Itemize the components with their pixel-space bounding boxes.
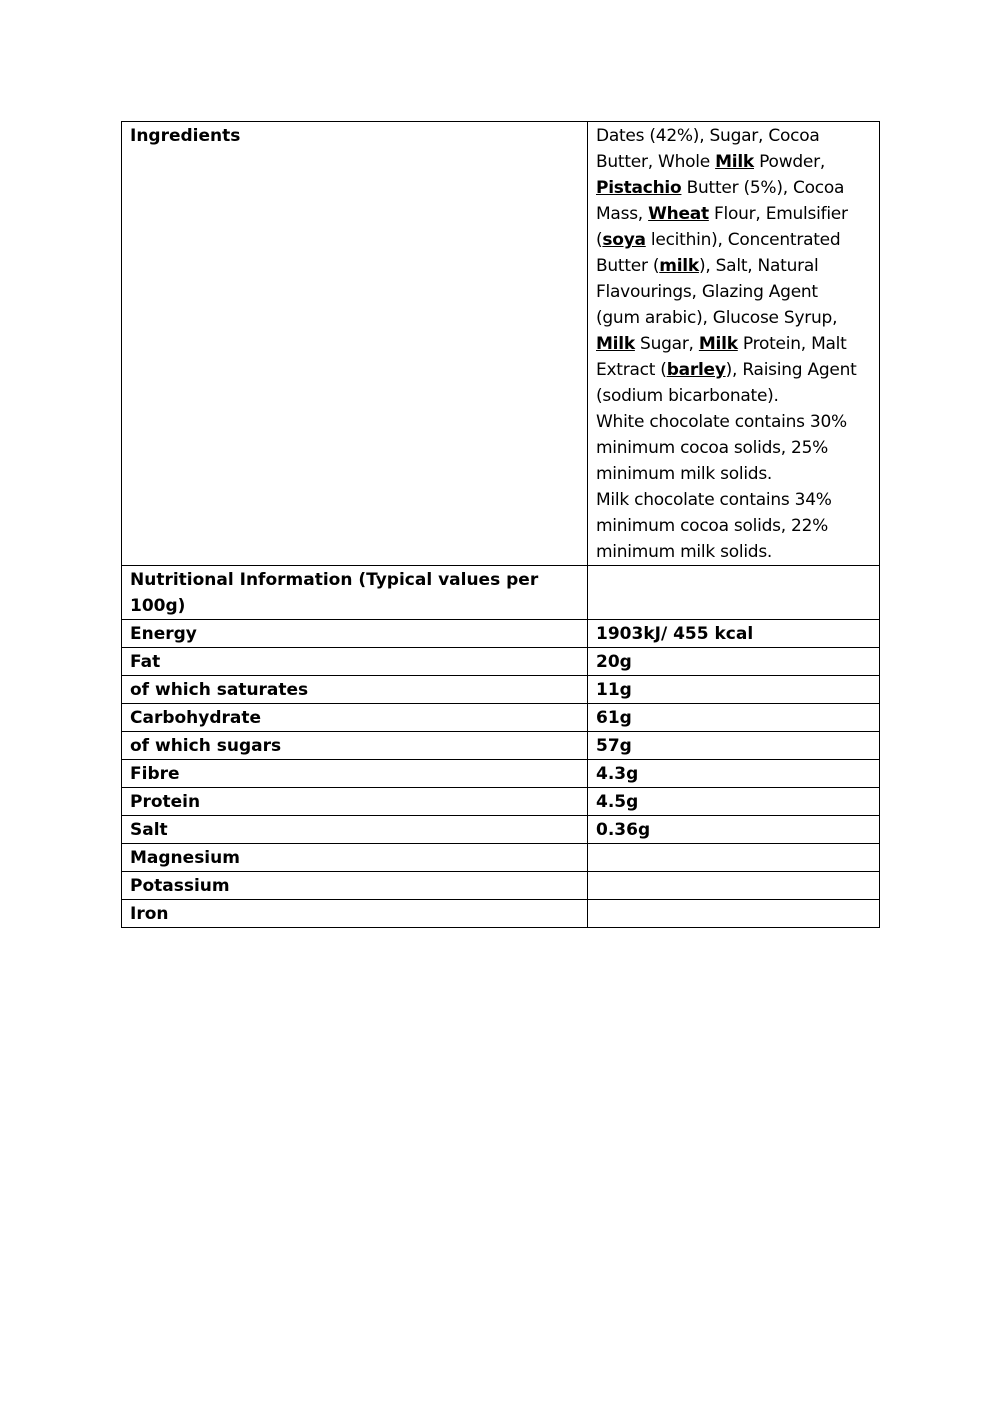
- nutrition-header: Nutritional Information (Typical values per 100g): [122, 566, 588, 620]
- ingredients-line: [596, 123, 871, 149]
- ingredients-row: [122, 122, 880, 566]
- ingredients-line: [596, 461, 871, 487]
- nutrient-name: Protein: [122, 788, 588, 816]
- ingredients-line: [596, 279, 871, 305]
- nutrition-row: [122, 620, 880, 648]
- nutrition-row: [122, 760, 880, 788]
- ingredients-segment: minimum cocoa solids, 22%: [596, 516, 829, 536]
- ingredients-segment: (gum arabic), Glucose Syrup,: [596, 308, 838, 328]
- nutrient-value: 4.3g: [588, 760, 880, 788]
- ingredients-line: [596, 227, 871, 253]
- allergen-text: barley: [666, 360, 726, 380]
- ingredients-segment: (sodium bicarbonate).: [596, 386, 779, 406]
- nutrient-name: Fibre: [122, 760, 588, 788]
- nutrition-row: [122, 676, 880, 704]
- ingredients-segment: Butter (5%), Cocoa: [681, 178, 845, 198]
- ingredients-segment: Butter (: [596, 256, 660, 276]
- ingredients-segment: Butter, Whole: [596, 152, 716, 172]
- ingredients-line: [596, 539, 871, 565]
- ingredients-segment: (: [596, 230, 603, 250]
- nutrient-name: Carbohydrate: [122, 704, 588, 732]
- ingredients-segment: ), Salt, Natural: [698, 256, 819, 276]
- ingredients-segment: Milk chocolate contains 34%: [596, 490, 832, 510]
- ingredients-segment: ), Raising Agent: [725, 360, 857, 380]
- allergen-text: milk: [659, 256, 699, 276]
- ingredients-segment: Flour, Emulsifier: [708, 204, 848, 224]
- nutrition-row: [122, 872, 880, 900]
- allergen-text: Milk: [596, 334, 635, 354]
- nutrient-value: 1903kJ/ 455 kcal: [588, 620, 880, 648]
- ingredients-segment: minimum milk solids.: [596, 464, 773, 484]
- ingredients-segment: Protein, Malt: [737, 334, 847, 354]
- nutrition-row: [122, 844, 880, 872]
- nutrition-header-row: [122, 566, 880, 620]
- nutrient-value: 4.5g: [588, 788, 880, 816]
- ingredients-segment: Powder,: [754, 152, 825, 172]
- nutrient-name: Energy: [122, 620, 588, 648]
- nutrient-value: [588, 900, 880, 928]
- nutrient-name: of which saturates: [122, 676, 588, 704]
- nutrition-row: [122, 816, 880, 844]
- ingredients-line: [596, 253, 871, 279]
- nutrient-value: 11g: [588, 676, 880, 704]
- ingredients-segment: Sugar,: [634, 334, 699, 354]
- ingredients-segment: Mass,: [596, 204, 649, 224]
- ingredients-line: [596, 305, 871, 331]
- ingredients-line: [596, 513, 871, 539]
- ingredients-label: Ingredients: [122, 122, 588, 566]
- nutrient-name: Magnesium: [122, 844, 588, 872]
- ingredients-segment: minimum milk solids.: [596, 542, 773, 562]
- nutrition-row: [122, 732, 880, 760]
- ingredients-segment: Flavourings, Glazing Agent: [596, 282, 818, 302]
- ingredients-segment: Dates (42%), Sugar, Cocoa: [596, 126, 820, 146]
- ingredients-line: [596, 357, 871, 383]
- ingredients-line: [596, 331, 871, 357]
- ingredients-segment: lecithin), Concentrated: [645, 230, 841, 250]
- ingredients-text: [588, 122, 880, 566]
- nutrient-value: [588, 844, 880, 872]
- nutrient-name: Salt: [122, 816, 588, 844]
- ingredients-segment: minimum cocoa solids, 25%: [596, 438, 829, 458]
- nutrition-row: [122, 648, 880, 676]
- ingredients-line: [596, 409, 871, 435]
- nutrient-name: Fat: [122, 648, 588, 676]
- nutrition-row: [122, 788, 880, 816]
- nutrient-name: Iron: [122, 900, 588, 928]
- allergen-text: Wheat: [648, 204, 709, 224]
- table-body: [122, 122, 880, 928]
- allergen-text: Milk: [698, 334, 738, 354]
- ingredients-line: [596, 149, 871, 175]
- nutrition-label-table: [121, 121, 880, 928]
- nutrition-header-value: [588, 566, 880, 620]
- allergen-text: soya: [602, 230, 646, 250]
- ingredients-line: [596, 175, 871, 201]
- nutrient-name: Potassium: [122, 872, 588, 900]
- ingredients-segment: Extract (: [596, 360, 667, 380]
- ingredients-line: [596, 201, 871, 227]
- nutrient-value: 57g: [588, 732, 880, 760]
- nutrient-value: [588, 872, 880, 900]
- nutrition-row: [122, 900, 880, 928]
- ingredients-line: [596, 435, 871, 461]
- ingredients-line: [596, 487, 871, 513]
- allergen-text: Milk: [715, 152, 754, 172]
- allergen-text: Pistachio: [596, 178, 682, 198]
- ingredients-segment: White chocolate contains 30%: [596, 412, 847, 432]
- ingredients-line: [596, 383, 871, 409]
- nutrient-name: of which sugars: [122, 732, 588, 760]
- nutrient-value: 0.36g: [588, 816, 880, 844]
- nutrition-row: [122, 704, 880, 732]
- nutrient-value: 20g: [588, 648, 880, 676]
- nutrient-value: 61g: [588, 704, 880, 732]
